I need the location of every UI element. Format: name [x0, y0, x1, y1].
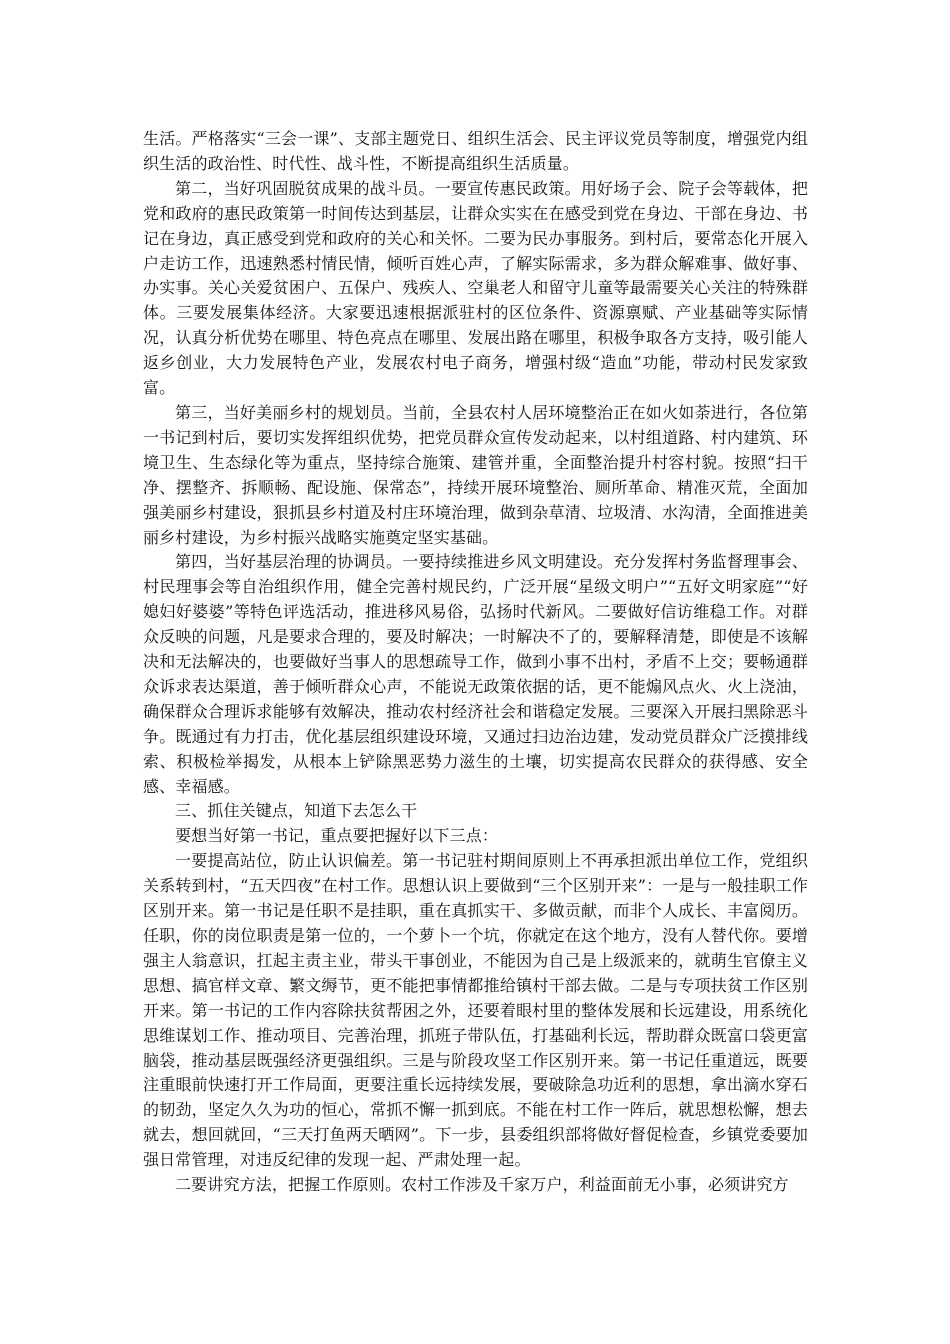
document-body — [143, 127, 808, 1198]
paragraph-point-two: 二要讲究方法，把握工作原则。农村工作涉及千家万户，利益面前无小事，必须讲究方 — [175, 1175, 789, 1195]
paragraph-second-poverty: 第二，当好巩固脱贫成果的战斗员。一要宣传惠民政策。用好场子会、院子会等载体，把党和政府的惠民政策第一时间传达到基层，让群众实实在在感受到党在身边、干部在身边、书记在身边，真正感受到党和政府的关心和关怀。二要为民办事服务。到村后，要常态化开展入户走访工作，迅速熟悉村情民情，倾听百姓心声，了解实际需求，多为群众解难事、做好事、办实事。关心关爱贫困户、五保户、残疾人、空巢老人和留守儿童等最需要关心关注的特殊群体。三要发展集体经济。大家要迅速根据派驻村的区位条件、资源禀赋、产业基础等实际情况，认真分析优势在哪里、特色亮点在哪里、发展出路在哪里，积极争取各方支持，吸引能人返乡创业，大力发展特色产业，发展农村电子商务，增强村级“造血”功能，带动村民发家致富。 — [143, 178, 808, 398]
paragraph-third-rural-beauty: 第三，当好美丽乡村的规划员。当前，全县农村人居环境整治正在如火如荼进行，各位第一书记到村后，要切实发挥组织优势，把党员群众宣传发动起来，以村组道路、村内建筑、环境卫生、生态绿化等为重点，坚持综合施策、建管并重，全面整治提升村容村貌。按照“扫干净、摆整齐、拆顺畅、配设施、保常态”，持续开展环境整治、厕所革命、精准灭荒，全面加强美丽乡村建设，狠抓县乡村道及村庄环境治理，做到杂草清、垃圾清、水沟清，全面推进美丽乡村建设，为乡村振兴战略实施奠定坚实基础。 — [143, 402, 808, 547]
paragraph-fourth-governance: 第四，当好基层治理的协调员。一要持续推进乡风文明建设。充分发挥村务监督理事会、村民理事会等自治组织作用，健全完善村规民约，广泛开展“星级文明户”“五好文明家庭”“好媳妇好婆婆”等特色评选活动，推进移风易俗，弘扬时代新风。二要做好信访维稳工作。对群众反映的问题，凡是要求合理的，要及时解决；一时解决不了的，要解释清楚，即使是不该解决和无法解决的，也要做好当事人的思想疏导工作，做到小事不出村，矛盾不上交；要畅通群众诉求表达渠道，善于倾听群众心声，不能说无政策依据的话，更不能煽风点火、火上浇油，确保群众合理诉求能够有效解决，推动农村经济社会和谐稳定发展。三要深入开展扫黑除恶斗争。既通过有力打击，优化基层组织建设环境，又通过扫边治边建，发动党员群众广泛摸排线索、积极检举揭发，从根本上铲除黑恶势力滋生的土壤，切实提高农民群众的获得感、安全感、幸福感。 — [143, 552, 808, 796]
paragraph-organizational-life: 生活。严格落实“三会一课”、支部主题党日、组织生活会、民主评议党员等制度，增强党内组织生活的政治性、时代性、战斗性，不断提高组织生活质量。 — [143, 129, 808, 173]
section-heading-three: 三、抓住关键点，知道下去怎么干 — [175, 801, 418, 821]
paragraph-point-one: 一要提高站位，防止认识偏差。第一书记驻村期间原则上不再承担派出单位工作，党组织关系转到村，“五天四夜”在村工作。思想认识上要做到“三个区别开来”：一是与一般挂职工作区别开来。第一书记是任职不是挂职，重在真抓实干、多做贡献，而非个人成长、丰富阅历。任职，你的岗位职责是第一位的，一个萝卜一个坑，你就定在这个地方，没有人替代你。要增强主人翁意识，扛起主责主业，带头干事创业，不能因为自己是上级派来的，就萌生官僚主义思想、搞官样文章、繁文缛节，更不能把事情都推给镇村干部去做。二是与专项扶贫工作区别开来。第一书记的工作内容除扶贫帮困之外，还要着眼村里的整体发展和长远建设，用系统化思维谋划工作、推动项目、完善治理，抓班子带队伍，打基础利长远，帮助群众既富口袋更富脑袋，推动基层既强经济更强组织。三是与阶段攻坚工作区别开来。第一书记任重道远，既要注重眼前快速打开工作局面，更要注重长远持续发展，要破除急功近利的思想，拿出滴水穿石的韧劲，坚定久久为功的恒心，常抓不懈一抓到底。不能在村工作一阵后，就思想松懈，想去就去，想回就回，“三天打鱼两天晒网”。下一步，县委组织部将做好督促检查，乡镇党委要加强日常管理，对违反纪律的发现一起、严肃处理一起。 — [143, 851, 808, 1170]
paragraph-three-points-intro: 要想当好第一书记，重点要把握好以下三点： — [175, 826, 499, 846]
